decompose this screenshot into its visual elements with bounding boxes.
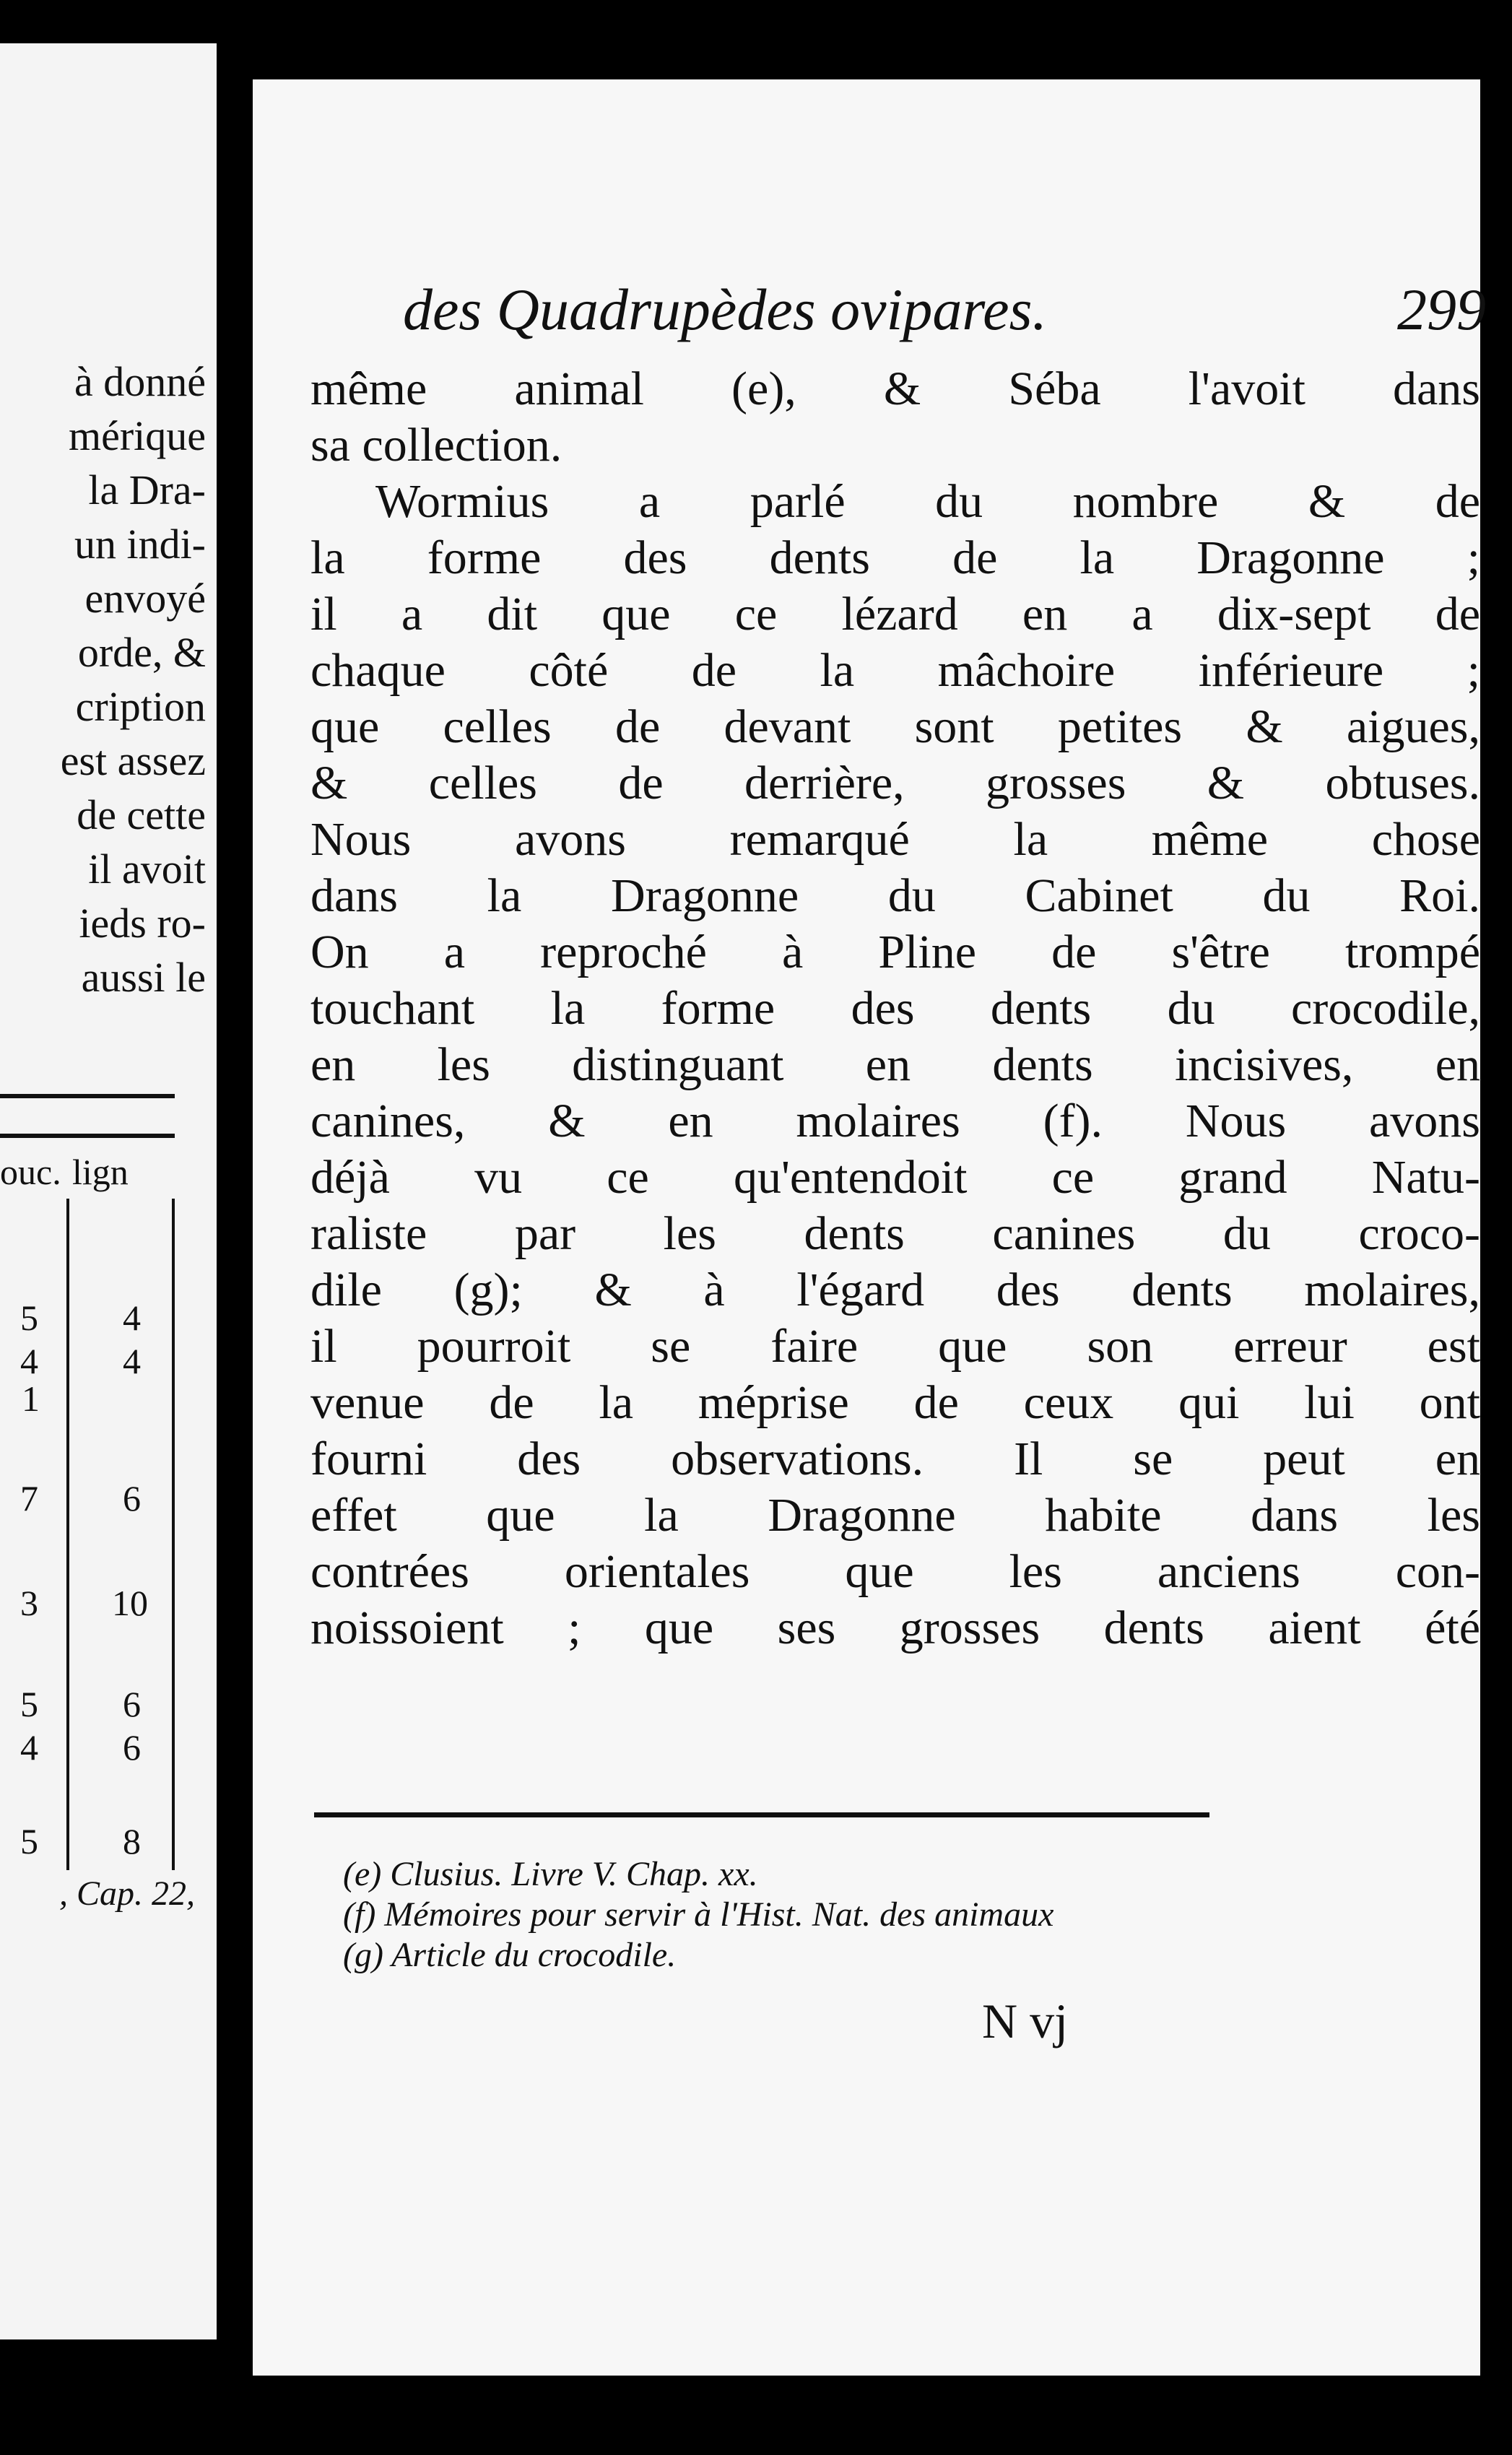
left-text-line: ieds ro-: [79, 900, 206, 947]
table-cell: 5: [20, 1821, 38, 1861]
text-line: que celles de devant sont petites & aigues,: [310, 700, 1480, 753]
text-line: la forme des dents de la Dragonne ;: [310, 531, 1480, 584]
table-cell: 6: [123, 1684, 141, 1724]
left-page: [0, 43, 217, 2339]
page-number: 299: [1397, 277, 1486, 342]
right-page: [253, 79, 1486, 2376]
text-line: contrées orientales que les anciens con-: [310, 1545, 1480, 1598]
body-text: [310, 361, 1480, 1656]
text-line: noissoient ; que ses grosses dents aient été: [310, 1602, 1480, 1654]
footnote-rule: [314, 1812, 1209, 1817]
running-header: [403, 276, 1486, 348]
table-cell: 10: [112, 1583, 148, 1623]
text-line: canines, & en molaires (f). Nous avons: [310, 1095, 1480, 1147]
table-cell: 4: [20, 1341, 38, 1381]
table-header-rule: [0, 1134, 175, 1138]
left-text-line: cription: [75, 683, 206, 730]
footnote: (e) Clusius. Livre V. Chap. xx.: [343, 1855, 758, 1893]
text-line: en les distinguant en dents incisives, en: [310, 1038, 1480, 1091]
table-cell: 5: [20, 1684, 38, 1724]
table-cell: 1: [22, 1378, 40, 1419]
left-text-line: il avoit: [88, 846, 206, 892]
table-cell: 7: [20, 1478, 38, 1518]
text-line: dans la Dragonne du Cabinet du Roi.: [310, 869, 1480, 922]
running-title: des Quadrupèdes ovipares.: [403, 277, 1047, 342]
table-column-divider: [66, 1199, 69, 1870]
left-text-line: la Dra-: [88, 466, 206, 513]
table-top-rule: [0, 1094, 175, 1098]
text-line: sa collection.: [310, 419, 562, 472]
text-line: Nous avons remarqué la même chose: [310, 813, 1480, 866]
table-cell: 6: [123, 1478, 141, 1518]
left-text-line: à donné: [74, 358, 206, 405]
table-cell: 4: [123, 1298, 141, 1338]
left-text-line: mérique: [68, 412, 206, 459]
text-line: dile (g); & à l'égard des dents molaires,: [310, 1264, 1480, 1316]
table-cell: 3: [20, 1583, 38, 1623]
text-line: il a dit que ce lézard en a dix-sept de: [310, 588, 1480, 640]
text-line: venue de la méprise de ceux qui lui ont: [310, 1376, 1480, 1429]
text-line: On a reproché à Pline de s'être trompé: [310, 926, 1480, 978]
left-text-line: envoyé: [84, 575, 206, 622]
table-cell: 4: [20, 1727, 38, 1768]
text-line: & celles de derrière, grosses & obtuses.: [310, 757, 1480, 809]
table-cell: 4: [123, 1341, 141, 1381]
text-line: même animal (e), & Séba l'avoit dans: [310, 362, 1480, 415]
text-line: fourni des observations. Il se peut en: [310, 1433, 1480, 1485]
left-text-line: un indi-: [74, 521, 206, 568]
left-text-line: est assez: [60, 737, 206, 784]
text-line: touchant la forme des dents du crocodile,: [310, 982, 1480, 1035]
text-line: raliste par les dents canines du croco-: [310, 1207, 1480, 1260]
footnote: (g) Article du crocodile.: [343, 1936, 677, 1974]
footnote: (f) Mémoires pour servir à l'Hist. Nat. des animaux: [343, 1895, 1054, 1934]
signature-mark: N vj: [982, 1994, 1068, 2048]
footnotes: [343, 1854, 1224, 1976]
left-text-line: aussi le: [81, 954, 206, 1001]
text-line: Wormius a parlé du nombre & de: [375, 475, 1480, 528]
left-page-footer: , Cap. 22,: [58, 1874, 195, 1913]
table-cell: 6: [123, 1727, 141, 1768]
table-column-divider: [172, 1199, 175, 1870]
text-line: déjà vu ce qu'entendoit ce grand Natu-: [310, 1151, 1480, 1204]
text-line: il pourroit se faire que son erreur est: [310, 1320, 1480, 1373]
table-cell: 5: [20, 1298, 38, 1338]
table-header: ouc.: [0, 1152, 61, 1192]
left-text-line: de cette: [77, 791, 206, 838]
left-text-line: orde, &: [77, 629, 206, 676]
text-line: effet que la Dragonne habite dans les: [310, 1489, 1480, 1542]
table-cell: 8: [123, 1821, 141, 1861]
text-line: chaque côté de la mâchoire inférieure ;: [310, 644, 1480, 697]
table-header: lign: [72, 1152, 129, 1192]
